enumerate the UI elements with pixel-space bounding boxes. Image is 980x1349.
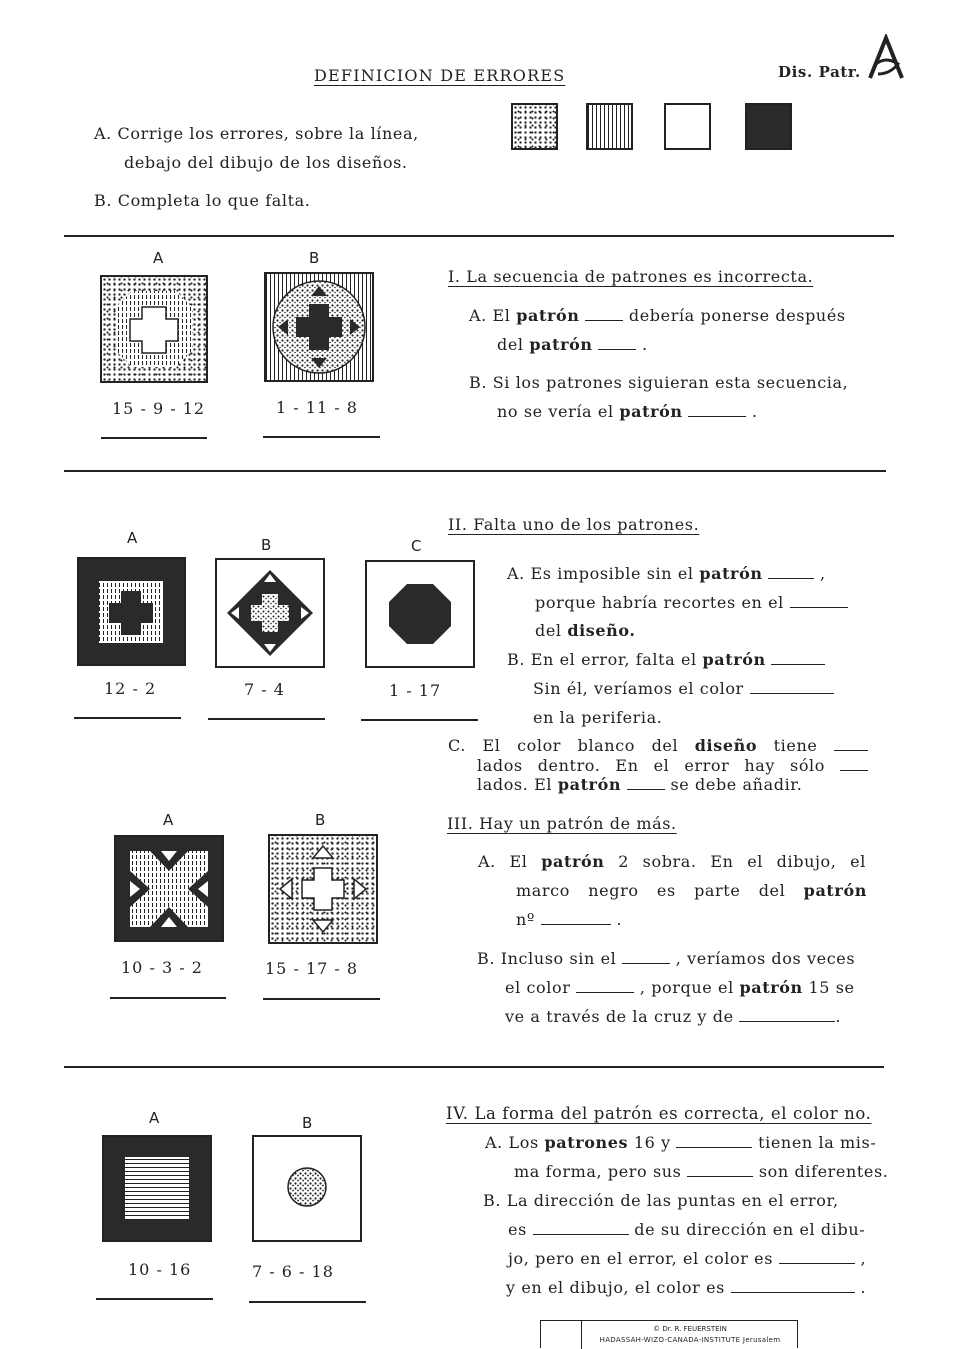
design-1a (100, 275, 208, 383)
question-line: el color , porque el patrón 15 se (505, 978, 855, 997)
pattern-numbers: 1 - 11 - 8 (276, 398, 358, 417)
answer-line[interactable] (101, 437, 207, 439)
answer-line[interactable] (263, 436, 380, 438)
blank-field[interactable] (771, 650, 825, 665)
blank-field[interactable] (688, 402, 746, 417)
question-line: jo, pero en el error, el color es , (508, 1249, 867, 1268)
question-line: B. Incluso sin el , veríamos dos veces (477, 949, 856, 968)
question-line: B. En el error, falta el patrón (507, 650, 825, 669)
question-line: y en el dibujo, el color es . (506, 1278, 867, 1297)
question-line: A. Los patrones 16 y tienen la mis- (485, 1133, 877, 1152)
legend-dotted-swatch (511, 103, 558, 150)
question-line: del diseño. (535, 621, 636, 640)
question-c-line1: C. El color blanco del diseño tiene (448, 736, 868, 755)
pattern-numbers: 10 - 3 - 2 (121, 958, 203, 977)
blank-field[interactable] (731, 1278, 855, 1293)
logo-a-icon (866, 34, 906, 82)
question-line: A. Es imposible sin el patrón , (507, 564, 826, 583)
pattern-numbers: 7 - 4 (244, 680, 285, 699)
question-line: no se vería el patrón . (497, 402, 758, 421)
question-a-line1: A. El patrón 2 sobra. En el dibujo, el (478, 852, 866, 871)
blank-field[interactable] (585, 306, 623, 321)
question-line: ma forma, pero sus son diferentes. (514, 1162, 889, 1181)
pattern-numbers: 12 - 2 (104, 679, 157, 698)
answer-line[interactable] (361, 719, 478, 721)
blank-field[interactable] (834, 736, 868, 751)
answer-line[interactable] (208, 718, 325, 720)
question-line: en la periferia. (533, 708, 663, 727)
blank-field[interactable] (687, 1162, 753, 1177)
blank-field[interactable] (779, 1249, 855, 1264)
blank-field[interactable] (840, 756, 868, 771)
design-2b (215, 558, 325, 668)
blank-field[interactable] (627, 775, 665, 790)
design-label: B (302, 1114, 313, 1132)
design-4a (102, 1135, 212, 1242)
question-line: nº . (516, 910, 623, 929)
section-heading: II. Falta uno de los patrones. (448, 515, 700, 534)
question-line: Sin él, veríamos el color (533, 679, 834, 698)
question-c-line2: lados dentro. En el error hay sólo (477, 756, 868, 775)
legend-black-swatch (745, 103, 792, 150)
legend-striped-swatch (586, 103, 633, 150)
answer-line[interactable] (96, 1298, 213, 1300)
question-a-line2: marco negro es parte del patrón (516, 881, 867, 900)
blank-field[interactable] (750, 679, 834, 694)
pattern-numbers: 15 - 17 - 8 (265, 959, 359, 978)
copyright-line2: HADASSAH-WIZO-CANADA-INSTITUTE Jerusalem (599, 1336, 781, 1344)
design-label: C (411, 537, 422, 555)
blank-field[interactable] (541, 910, 611, 925)
divider (64, 235, 894, 237)
answer-line[interactable] (263, 998, 380, 1000)
question-line: del patrón . (497, 335, 648, 354)
instruction-a-line1: A. Corrige los errores, sobre la línea, (94, 124, 419, 143)
legend-white-swatch (664, 103, 711, 150)
design-2c (365, 560, 475, 668)
answer-line[interactable] (74, 717, 181, 719)
divider (64, 470, 886, 472)
design-label: B (309, 249, 320, 267)
question-line: B. Si los patrones siguieran esta secuencia, (469, 373, 849, 392)
divider (64, 1066, 884, 1068)
design-1b (264, 272, 374, 382)
design-4b (252, 1135, 362, 1242)
dis-patr-label: Dis. Patr. (778, 63, 861, 81)
design-label: A (163, 811, 174, 829)
section-heading: I. La secuencia de patrones es incorrecta. (448, 267, 814, 286)
answer-line[interactable] (110, 997, 226, 999)
blank-field[interactable] (676, 1133, 752, 1148)
design-3a (114, 835, 224, 942)
design-2a (77, 557, 186, 666)
instruction-a-line2: debajo del dibujo de los diseños. (124, 153, 408, 172)
pattern-numbers: 10 - 16 (128, 1260, 192, 1279)
design-label: B (261, 536, 272, 554)
question-line: B. La dirección de las puntas en el error, (483, 1191, 839, 1210)
pattern-numbers: 1 - 17 (389, 681, 442, 700)
copyright-box (540, 1320, 798, 1348)
design-label: A (153, 249, 164, 267)
section-heading: IV. La forma del patrón es correcta, el color no. (446, 1104, 872, 1123)
answer-line[interactable] (249, 1301, 366, 1303)
question-line: es de su dirección en el dibu- (508, 1220, 866, 1239)
question-line: lados. El patrón se debe añadir. (477, 775, 803, 794)
design-label: A (149, 1109, 160, 1127)
question-line: porque habría recortes en el (535, 593, 848, 612)
blank-field[interactable] (739, 1007, 835, 1022)
design-label: B (315, 811, 326, 829)
question-line: A. El patrón debería ponerse después (469, 306, 846, 325)
section-heading: III. Hay un patrón de más. (447, 814, 677, 833)
instruction-b: B. Completa lo que falta. (94, 191, 311, 210)
blank-field[interactable] (768, 564, 814, 579)
blank-field[interactable] (598, 335, 636, 350)
question-line: ve a través de la cruz y de . (505, 1007, 842, 1026)
blank-field[interactable] (533, 1220, 629, 1235)
design-label: A (127, 529, 138, 547)
blank-field[interactable] (790, 593, 848, 608)
pattern-numbers: 15 - 9 - 12 (112, 399, 206, 418)
page-title: DEFINICION DE ERRORES (314, 66, 566, 85)
design-3b (268, 834, 378, 944)
blank-field[interactable] (622, 949, 670, 964)
pattern-numbers: 7 - 6 - 18 (252, 1262, 334, 1281)
blank-field[interactable] (576, 978, 634, 993)
copyright-line1: © Dr. R. FEUERSTEIN (653, 1325, 727, 1333)
